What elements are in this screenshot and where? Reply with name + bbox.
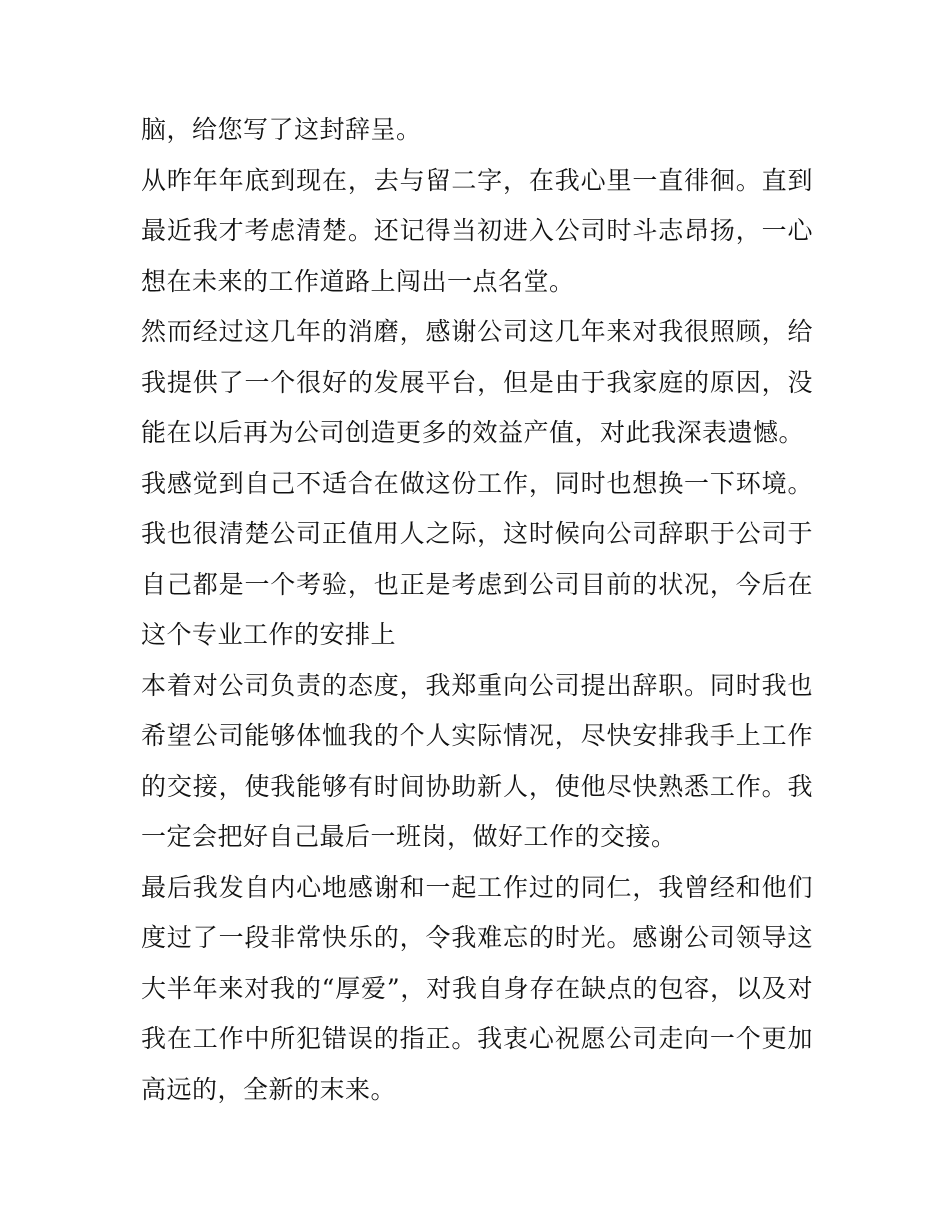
paragraph-6: 最后我发自内心地感谢和一起工作过的同仁，我曾经和他们度过了一段非常快乐的，令我难忘的时光。感谢公司领导这大半年来对我的“厚爱”，对我自身存在缺点的包容，以及对我在工作中所犯错误的指正。我衷心祝愿公司走向一个更加高远的，全新的末来。 [141, 872, 813, 1104]
paragraph-3: 然而经过这几年的消磨，感谢公司这几年来对我很照顾，给我提供了一个很好的发展平台，但是由于我家庭的原因，没能在以后再为公司创造更多的效益产值，对此我深表遗憾。 [141, 317, 813, 447]
document-body [141, 105, 813, 1115]
paragraph-1: 脑，给您写了这封辞呈。 [141, 115, 422, 144]
paragraph-2: 从昨年年底到现在，去与留二字，在我心里一直徘徊。直到最近我才考虑清楚。还记得当初进入公司时斗志昂扬，一心想在未来的工作道路上闯出一点名堂。 [141, 165, 813, 296]
paragraph-4: 我感觉到自己不适合在做这份工作，同时也想换一下环境。我也很清楚公司正值用人之际，这时候向公司辞职于公司于自己都是一个考验，也正是考虑到公司目前的状况，今后在这个专业工作的安排上 [141, 468, 813, 649]
paragraph-5: 本着对公司负责的态度，我郑重向公司提出辞职。同时我也希望公司能够体恤我的个人实际情况，尽快安排我手上工作的交接，使我能够有时间协助新人，使他尽快熟悉工作。我一定会把好自己最后一班岗，做好工作的交接。 [141, 670, 813, 851]
